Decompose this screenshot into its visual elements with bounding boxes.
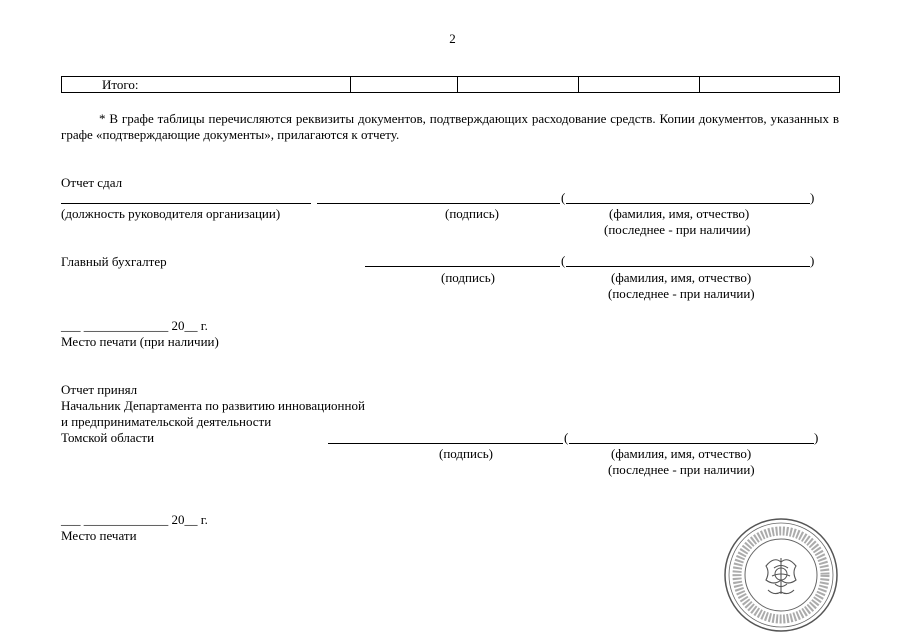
table-cell: [579, 77, 700, 93]
month-blank: _____________: [83, 318, 169, 333]
accepted-heading: Отчет принял: [61, 382, 138, 397]
name-line: [566, 266, 810, 267]
paren-open: (: [561, 190, 566, 205]
paren-close: ): [810, 190, 815, 205]
name-caption-note: (последнее - при наличии): [608, 462, 755, 477]
paren-open: (: [561, 253, 566, 268]
name-caption: (фамилия, имя, отчество): [611, 270, 752, 285]
stamp-note: Место печати: [61, 528, 137, 543]
table-cell: [700, 77, 840, 93]
stamp-note: Место печати (при наличии): [61, 334, 219, 349]
name-caption: (фамилия, имя, отчество): [611, 446, 752, 461]
name-caption-note: (последнее - при наличии): [604, 222, 751, 237]
submitted-heading: Отчет сдал: [61, 175, 123, 190]
day-blank: ___: [61, 512, 81, 527]
name-line: [566, 203, 810, 204]
date-line: [61, 318, 208, 333]
signature-line: [317, 203, 560, 204]
paren-open: (: [564, 430, 569, 445]
signature-caption: (подпись): [439, 446, 493, 461]
accepted-position-line2: и предпринимательской деятельности: [61, 414, 272, 429]
footnote: * В графе таблицы перечисляются реквизиты документов, подтверждающих расходование средств. Копии документов, указанных в графе «подтверждающие документы», прилагаются к отчету.: [61, 111, 839, 142]
total-label: Итого:: [62, 77, 351, 93]
name-caption-note: (последнее - при наличии): [608, 286, 755, 301]
total-table: [61, 76, 840, 93]
day-blank: ___: [61, 318, 81, 333]
month-blank: _____________: [83, 512, 169, 527]
accountant-heading: Главный бухгалтер: [61, 254, 167, 269]
paren-close: ): [814, 430, 819, 445]
table-cell: [351, 77, 458, 93]
official-round-seal-icon: [722, 516, 840, 634]
position-line: [61, 203, 311, 204]
year: 20__ г.: [171, 318, 208, 333]
table-cell: [458, 77, 579, 93]
accepted-position-line1: Начальник Департамента по развитию инновационной: [61, 398, 365, 413]
signature-line: [328, 443, 563, 444]
date-line: [61, 512, 208, 527]
position-caption: (должность руководителя организации): [61, 206, 281, 221]
signature-caption: (подпись): [445, 206, 499, 221]
year: 20__ г.: [171, 512, 208, 527]
name-caption: (фамилия, имя, отчество): [609, 206, 750, 221]
name-line: [569, 443, 814, 444]
signature-line: [365, 266, 560, 267]
paren-close: ): [810, 253, 815, 268]
page-number: 2: [449, 31, 456, 46]
table-row: [62, 77, 840, 93]
signature-caption: (подпись): [441, 270, 495, 285]
accepted-position-line3: Томской области: [61, 430, 155, 445]
